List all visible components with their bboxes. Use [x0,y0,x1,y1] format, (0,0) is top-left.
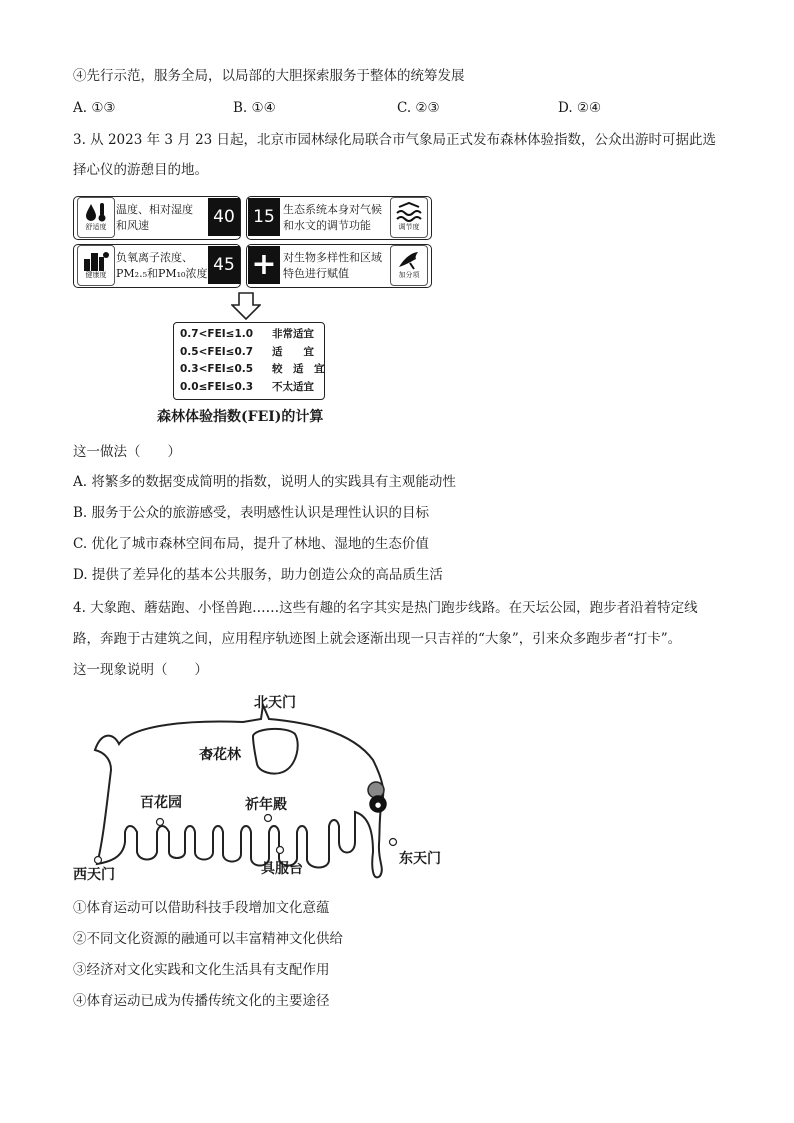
q2-choice-a: A. ①③ [73,100,116,116]
q4-statement-3: ③经济对文化实践和文化生活具有支配作用 [73,962,330,978]
bird-icon: 加分项 [390,245,428,286]
range-row: 0.7<FEI≤1.0 非常适宜 [180,328,314,340]
city-health-icon: 健康度 [77,245,115,286]
q3-question: 这一做法（ ） [73,444,181,460]
label-apricot-grove: 杏花林 [199,747,241,763]
label-north-gate: 北天门 [254,695,296,711]
fei-figure [73,194,435,426]
q3-choice-a: A. 将繁多的数据变成简明的指数，说明人的实践具有主观能动性 [73,474,456,490]
q3-stem-line1: 3. 从 2023 年 3 月 23 日起，北京市园林绿化局联合市气象局正式发布森林体验指数，公众出游时可据此选 [73,132,717,148]
range-row: 0.3<FEI≤0.5 较 适 宜 [180,363,325,375]
range-row: 0.5<FEI≤0.7 适 宜 [180,345,314,358]
plus-icon: + [248,246,280,284]
q4-stem-line2: 路，奔跑于古建筑之间，应用程序轨迹图上就会逐渐出现一只吉祥的“大象”，引来众多跑步者“打卡”。 [73,631,682,647]
label-qinian-hall: 祈年殿 [245,797,287,813]
fei-range-box [173,322,325,400]
regulation-text-2: 和水文的调节功能 [283,219,371,232]
label-east-gate: 东天门 [399,851,441,867]
elephant-route-path [73,692,453,884]
q2-statement-4: ④先行示范，服务全局，以局部的大胆探索服务于整体的统筹发展 [73,68,465,84]
q3-stem-line2: 择心仪的游憩目的地。 [73,162,208,178]
health-text-1: 负氧离子浓度、 [116,251,193,264]
regulation-score: 15 [248,198,280,236]
comfort-text-2: 和风速 [116,219,149,232]
elephant-route-map [73,692,453,884]
label-west-gate: 西天门 [73,867,115,883]
health-score: 45 [208,246,240,284]
q3-choice-d: D. 提供了差异化的基本公共服务，助力创造公众的高品质生活 [73,567,443,583]
fei-figure-caption: 森林体验指数(FEI)的计算 [157,409,324,425]
q4-statement-4: ④体育运动已成为传播传统文化的主要途径 [73,993,330,1009]
q4-question: 这一现象说明（ ） [73,662,208,678]
q3-choice-c: C. 优化了城市森林空间布局，提升了林地、湿地的生态价值 [73,536,429,552]
health-text-2: PM₂.₅和PM₁₀浓度 [116,267,208,280]
bonus-box [246,244,432,288]
q2-choice-d: D. ②④ [558,100,602,116]
svg-text:●: ● [374,801,382,809]
q2-choice-c: C. ②③ [397,100,440,116]
comfort-text-1: 温度、相对湿度 [116,203,193,216]
wave-regulation-icon: 调节度 [390,197,428,238]
q4-statement-1: ①体育运动可以借助科技手段增加文化意蕴 [73,900,330,916]
comfort-box [73,196,241,240]
range-row: 0.0≤FEI≤0.3 不太适宜 [180,380,314,393]
label-hundred-flower-garden: 百花园 [140,795,182,811]
q2-choice-b: B. ①④ [233,100,276,116]
q3-choice-b: B. 服务于公众的旅游感受，表明感性认识是理性认识的目标 [73,505,430,521]
down-arrow-icon [231,292,261,320]
health-box [73,244,241,288]
regulation-box [246,196,432,240]
droplet-thermometer-icon: 舒适度 [77,197,115,238]
label-jufu-terrace: 具服台 [261,861,303,877]
comfort-score: 40 [208,198,240,236]
q4-stem-line1: 4. 大象跑、蘑菇跑、小怪兽跑……这些有趣的名字其实是热门跑步线路。在天坛公园，跑步者沿着特定线 [73,600,698,616]
bonus-text-1: 对生物多样性和区域 [283,251,382,264]
regulation-text-1: 生态系统本身对气候 [283,203,382,216]
q4-statement-2: ②不同文化资源的融通可以丰富精神文化供给 [73,931,343,947]
bonus-text-2: 特色进行赋值 [283,267,349,280]
